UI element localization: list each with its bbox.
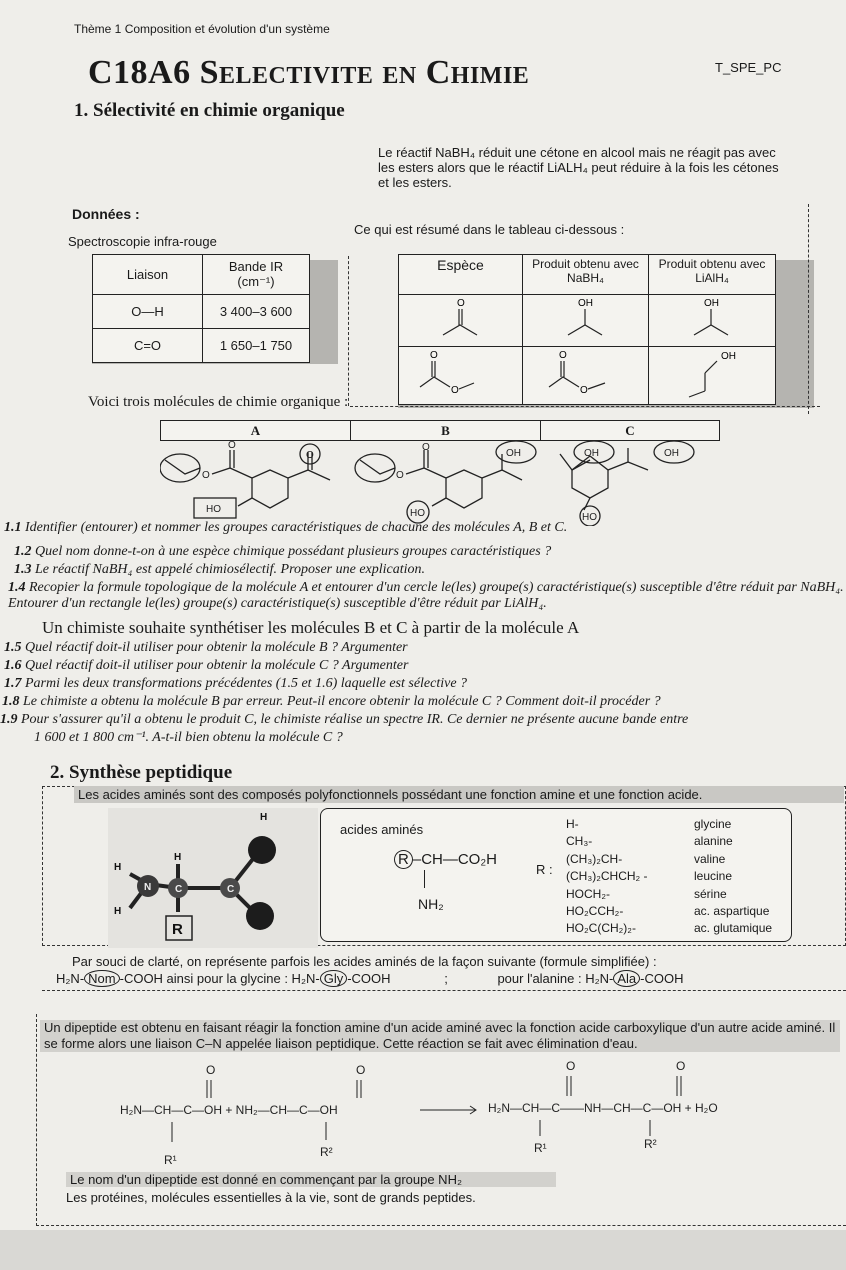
dash-separator [42, 990, 846, 991]
atom-label: H [114, 862, 122, 873]
nom-circle: Nom [84, 970, 119, 987]
atom-label: O [579, 385, 588, 396]
question-text: Le réactif NaBH₄ est appelé chimiosélectif. Proposer une explication. [35, 562, 426, 577]
molecule-label-c: C [541, 421, 720, 441]
atom-label: O [356, 1063, 366, 1077]
question-1-9-cont: 1 600 et 1 800 cm⁻¹. A-t-il bien obtenu la molécule C ? [34, 730, 343, 745]
atom-label: O [202, 470, 210, 481]
formula-bond [424, 870, 425, 888]
question-text: Parmi les deux transformations précédentes (1.5 et 1.6) laquelle est sélective ? [25, 676, 468, 691]
atom-label: O [206, 1063, 216, 1077]
question-1-7 [4, 676, 844, 692]
dash-right [808, 204, 809, 414]
question-text: Le chimiste a obtenu la molécule B par erreur. Peut-il encore obtenir la molécule C ? Comment doit-il procéder ? [23, 694, 661, 709]
question-text: Quel nom donne-t-on à une espèce chimique possédant plusieurs groupes caractéristiques ? [35, 544, 552, 559]
question-num: 1.5 [4, 640, 22, 655]
atom-label: C [227, 884, 235, 895]
question-text: Quel réactif doit-il utiliser pour obtenir la molécule B ? Argumenter [25, 640, 408, 655]
species-ester [399, 347, 523, 405]
ir-cell: 3 400–3 600 [203, 295, 310, 329]
proteins-text: Les protéines, molécules essentielles à la vie, sont de grands peptides. [66, 1190, 476, 1205]
question-num: 1.7 [4, 676, 22, 691]
equation-reactants: H₂N—CH—C—OH + NH₂—CH—C—OH [120, 1103, 338, 1117]
atom-label: HO [410, 508, 425, 519]
ir-cell: 1 650–1 750 [203, 329, 310, 363]
residue-group: HO₂CCH₂- [566, 904, 624, 919]
species-header-espece: Espèce [399, 255, 523, 295]
species-header-lialh4: Produit obtenu avec LiAlH₄ [649, 255, 776, 295]
atom-label: C [175, 884, 183, 895]
residue-group: HOCH₂- [566, 886, 610, 901]
atom-label: R [172, 921, 183, 938]
equation-products: H₂N—CH—C——NH—CH—C—OH + H₂O [488, 1101, 718, 1115]
peptide-equation [110, 1060, 800, 1172]
atom-label: O [429, 350, 438, 361]
formula-chain: CH—CO₂H [421, 851, 498, 868]
species-ketone-nabh4 [523, 295, 649, 347]
atom-label: H [174, 852, 182, 863]
atom-label: O [566, 1060, 576, 1073]
residue-name: leucine [694, 869, 733, 884]
page-bottom [0, 1230, 846, 1270]
ester-structure [416, 349, 506, 399]
residue-name: sérine [694, 886, 727, 901]
formula-nh2: NH₂ [418, 896, 444, 912]
acetone-structure [431, 297, 491, 341]
question-1-8 [2, 694, 844, 710]
donnees-label: Données : [72, 206, 140, 222]
atom-label: O [450, 385, 459, 396]
question-num: 1.6 [4, 658, 22, 673]
atom-label: N [144, 882, 152, 893]
question-1-5 [4, 640, 844, 656]
residue-group: (CH₃)₂CHCH₂ - [566, 869, 648, 884]
atom-label: HO [582, 512, 597, 523]
alcohols-structure [657, 349, 767, 399]
resume-text: Ce qui est résumé dans le tableau ci-dessous : [354, 222, 625, 237]
name-rule: Le nom d'un dipeptide est donné en commençant par la groupe NH₂ [66, 1172, 556, 1187]
question-num: 1.3 [14, 562, 32, 577]
r1-label: R¹ [164, 1153, 177, 1167]
question-1-3 [14, 562, 844, 578]
amino-acid-model [108, 808, 318, 948]
ester-structure [541, 349, 631, 399]
text-fragment: -COOH [347, 971, 391, 986]
simplified-examples [56, 970, 836, 987]
r1-label: R¹ [534, 1141, 547, 1155]
question-1-6 [4, 658, 844, 674]
atom-label: O [456, 298, 465, 309]
course-code: T_SPE_PC [715, 60, 782, 75]
isopropanol-structure [682, 297, 742, 341]
ir-cell: C=O [93, 329, 203, 363]
atom-label: OH [704, 298, 719, 309]
question-num: 1.1 [4, 520, 22, 535]
residue-names [694, 816, 772, 938]
question-1-2 [14, 544, 844, 560]
species-header-nabh4: Produit obtenu avec NaBH₄ [523, 255, 649, 295]
question-1-1 [4, 520, 844, 536]
ir-header-bande [203, 255, 310, 295]
atom-label: OH [664, 448, 679, 459]
atom-label: O [228, 440, 236, 451]
dash-line [350, 406, 820, 407]
residue-groups [566, 816, 648, 938]
question-text: Quel réactif doit-il utiliser pour obtenir la molécule C ? Argumenter [25, 658, 409, 673]
atom-label: H [114, 906, 122, 917]
page-title: C18A6 Selectivite en Chimie [88, 54, 530, 91]
simplified-intro: Par souci de clarté, on représente parfois les acides aminés de la façon suivante (formule simplifiée) : [72, 954, 657, 969]
atom-label: OH [506, 448, 521, 459]
molecules-drawing [160, 440, 720, 526]
ir-header-liaison: Liaison [93, 255, 203, 295]
intro-paragraph: Le réactif NaBH₄ réduit une cétone en alcool mais ne réagit pas avec les esters alors que le réactif LiALH₄ peut réduire à la fois les cétones et les esters. [378, 145, 779, 190]
ir-title: Spectroscopie infra-rouge [68, 234, 217, 249]
aa-formula: R –CH—CO₂H [394, 850, 497, 869]
atom-label: OH [721, 351, 736, 362]
species-table [398, 254, 776, 405]
atom-label: O [676, 1060, 686, 1073]
residue-name: alanine [694, 834, 733, 849]
atom-label: O [422, 442, 430, 453]
chemist-statement: Un chimiste souhaite synthétiser les molécules B et C à partir de la molécule A [42, 618, 580, 637]
section1-heading: 1. Sélectivité en chimie organique [74, 100, 345, 121]
residue-name: valine [694, 851, 726, 866]
ala-circle: Ala [613, 970, 640, 987]
species-ketone [399, 295, 523, 347]
atom-label: H [260, 812, 268, 823]
species-ester-lialh4 [649, 347, 776, 405]
molecule-label-a: A [161, 421, 351, 441]
dash-mid [348, 256, 349, 406]
question-num: 1.8 [2, 694, 20, 709]
residue-group: (CH₃)₂CH- [566, 851, 623, 866]
aa-intro: Les acides aminés sont des composés polyfonctionnels possédant une fonction amine et une fonction acide. [74, 786, 844, 803]
question-text: Identifier (entourer) et nommer les groupes caractéristiques de chacune des molécules A, B et C. [25, 520, 568, 535]
r-circle: R [394, 850, 413, 869]
ir-header-unit: (cm⁻¹) [237, 274, 275, 289]
question-num: 1.9 [0, 712, 18, 727]
ir-cell: O—H [93, 295, 203, 329]
atom-label: O [558, 350, 567, 361]
molecules-intro: Voici trois molécules de chimie organique : [88, 394, 349, 410]
r2-label: R² [644, 1137, 657, 1151]
ir-header-bande-label: Bande IR [228, 259, 284, 274]
gly-circle: Gly [320, 970, 348, 987]
residue-name: glycine [694, 817, 732, 831]
text-fragment: H₂N- [56, 971, 85, 986]
atom-label: O [396, 470, 404, 481]
residue-group: HO₂C(CH₂)₂- [566, 921, 636, 936]
dipeptide-text: Un dipeptide est obtenu en faisant réagir la fonction amine d'un acide aminé avec la fonction acide carboxylique d'un autre acide aminé. Il se forme alors une liaison C–N appelée liaison peptidique. Cette réaction se fait avec élimination d'eau. [40, 1020, 840, 1052]
section2-heading: 2. Synthèse peptidique [50, 762, 233, 783]
atom-label: HO [206, 504, 221, 515]
isopropanol-structure [556, 297, 616, 341]
species-ketone-lialh4 [649, 295, 776, 347]
residue-name: ac. glutamique [694, 921, 773, 936]
text-fragment: -COOH [640, 971, 684, 986]
aa-label: acides aminés [340, 822, 424, 837]
r2-label: R² [320, 1145, 333, 1159]
residue-group: CH₃- [566, 834, 593, 849]
residue-name: ac. aspartique [694, 904, 770, 919]
theme-line: Thème 1 Composition et évolution d'un système [74, 22, 330, 36]
question-num: 1.4 [8, 580, 26, 595]
question-text: Recopier la formule topologique de la molécule A et entourer d'un cercle le(les) groupe(s) caractéristique(s) susceptible d'être réduit par NaBH₄. Entourer d'un rectangle le(les) groupe(s) caractéristique(s) susceptible d'être réduit par LiAlH₄. [8, 580, 844, 611]
atom-label: OH [577, 298, 593, 309]
r-label: R : [536, 862, 553, 877]
atom-label: O [306, 450, 314, 461]
text-fragment: -COOH ainsi pour la glycine : H₂N- [119, 971, 320, 986]
question-num: 1.2 [14, 544, 32, 559]
molecules-table [160, 420, 720, 441]
question-1-4 [8, 580, 844, 612]
text-fragment: pour l'alanine : H₂N- [497, 971, 614, 986]
ir-table [92, 254, 310, 363]
question-text: Pour s'assurer qu'il a obtenu le produit C, le chimiste réalise un spectre IR. Ce dernier ne présente aucune bande entre [21, 712, 689, 727]
atom-label: OH [584, 448, 599, 459]
residue-group: H- [566, 817, 579, 831]
species-ester-nabh4 [523, 347, 649, 405]
question-1-9 [0, 712, 846, 728]
separator: ; [444, 971, 448, 986]
molecule-label-b: B [351, 421, 541, 441]
